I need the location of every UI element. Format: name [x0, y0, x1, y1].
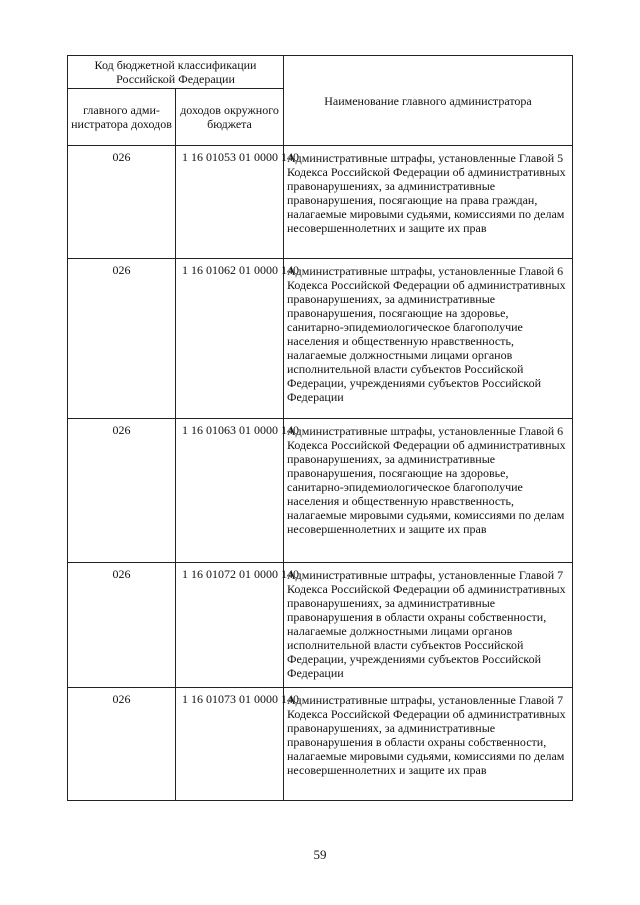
budget-classification-table	[67, 55, 573, 801]
header-classification-group: Код бюджетной классификации Российской Федерации	[68, 56, 284, 89]
table-row	[68, 146, 573, 259]
administrator-name-cell: Административные штрафы, установленные Главой 7 Кодекса Российской Федерации об административных правонарушениях, за административные правонарушения в области охраны собственности, налагаемые мировыми судьями, комиссиями по делам несовершеннолетних и защите их прав	[284, 688, 573, 801]
administrator-name-cell: Административные штрафы, установленные Главой 5 Кодекса Российской Федерации об административных правонарушениях, за административные правонарушения, посягающие на права граждан, налагаемые мировыми судьями, комиссиями по делам несовершеннолетних и защите их прав	[284, 146, 573, 259]
table-row	[68, 563, 573, 688]
admin-code-cell: 026	[68, 688, 176, 801]
admin-code-cell: 026	[68, 419, 176, 563]
budget-code-cell: 1 16 01073 01 0000 140	[176, 688, 284, 801]
administrator-name-cell: Административные штрафы, установленные Главой 6 Кодекса Российской Федерации об административных правонарушениях, за административные правонарушения, посягающие на здоровье, санитарно-эпидемиологическое благополучие населения и общественную нравственность, налагаемые должностными лицами органов исполнительной власти субъектов Российской Федерации, учреждениями субъектов Российской Федерации	[284, 259, 573, 419]
header-administrator-name: Наименование главного администратора	[284, 56, 573, 146]
admin-code-cell: 026	[68, 259, 176, 419]
budget-code-cell: 1 16 01072 01 0000 140	[176, 563, 284, 688]
header-main-administrator: главного адми-нистратора доходов	[68, 89, 176, 146]
administrator-name-cell: Административные штрафы, установленные Главой 7 Кодекса Российской Федерации об административных правонарушениях, за административные правонарушения в области охраны собственности, налагаемые должностными лицами органов исполнительной власти субъектов Российской Федерации, учреждениями субъектов Российской Федерации	[284, 563, 573, 688]
table-row	[68, 419, 573, 563]
budget-code-cell: 1 16 01062 01 0000 140	[176, 259, 284, 419]
table-header-row	[68, 56, 573, 89]
page-number: 59	[313, 847, 327, 862]
table-row	[68, 259, 573, 419]
budget-code-cell: 1 16 01063 01 0000 140	[176, 419, 284, 563]
admin-code-cell: 026	[68, 146, 176, 259]
administrator-name-cell: Административные штрафы, установленные Главой 6 Кодекса Российской Федерации об административных правонарушениях, за административные правонарушения, посягающие на здоровье, санитарно-эпидемиологическое благополучие населения и общественную нравственность, налагаемые мировыми судьями, комиссиями по делам несовершеннолетних и защите их прав	[284, 419, 573, 563]
table-row	[68, 688, 573, 801]
budget-code-cell: 1 16 01053 01 0000 140	[176, 146, 284, 259]
admin-code-cell: 026	[68, 563, 176, 688]
header-district-budget-income: доходов окружного бюджета	[176, 89, 284, 146]
